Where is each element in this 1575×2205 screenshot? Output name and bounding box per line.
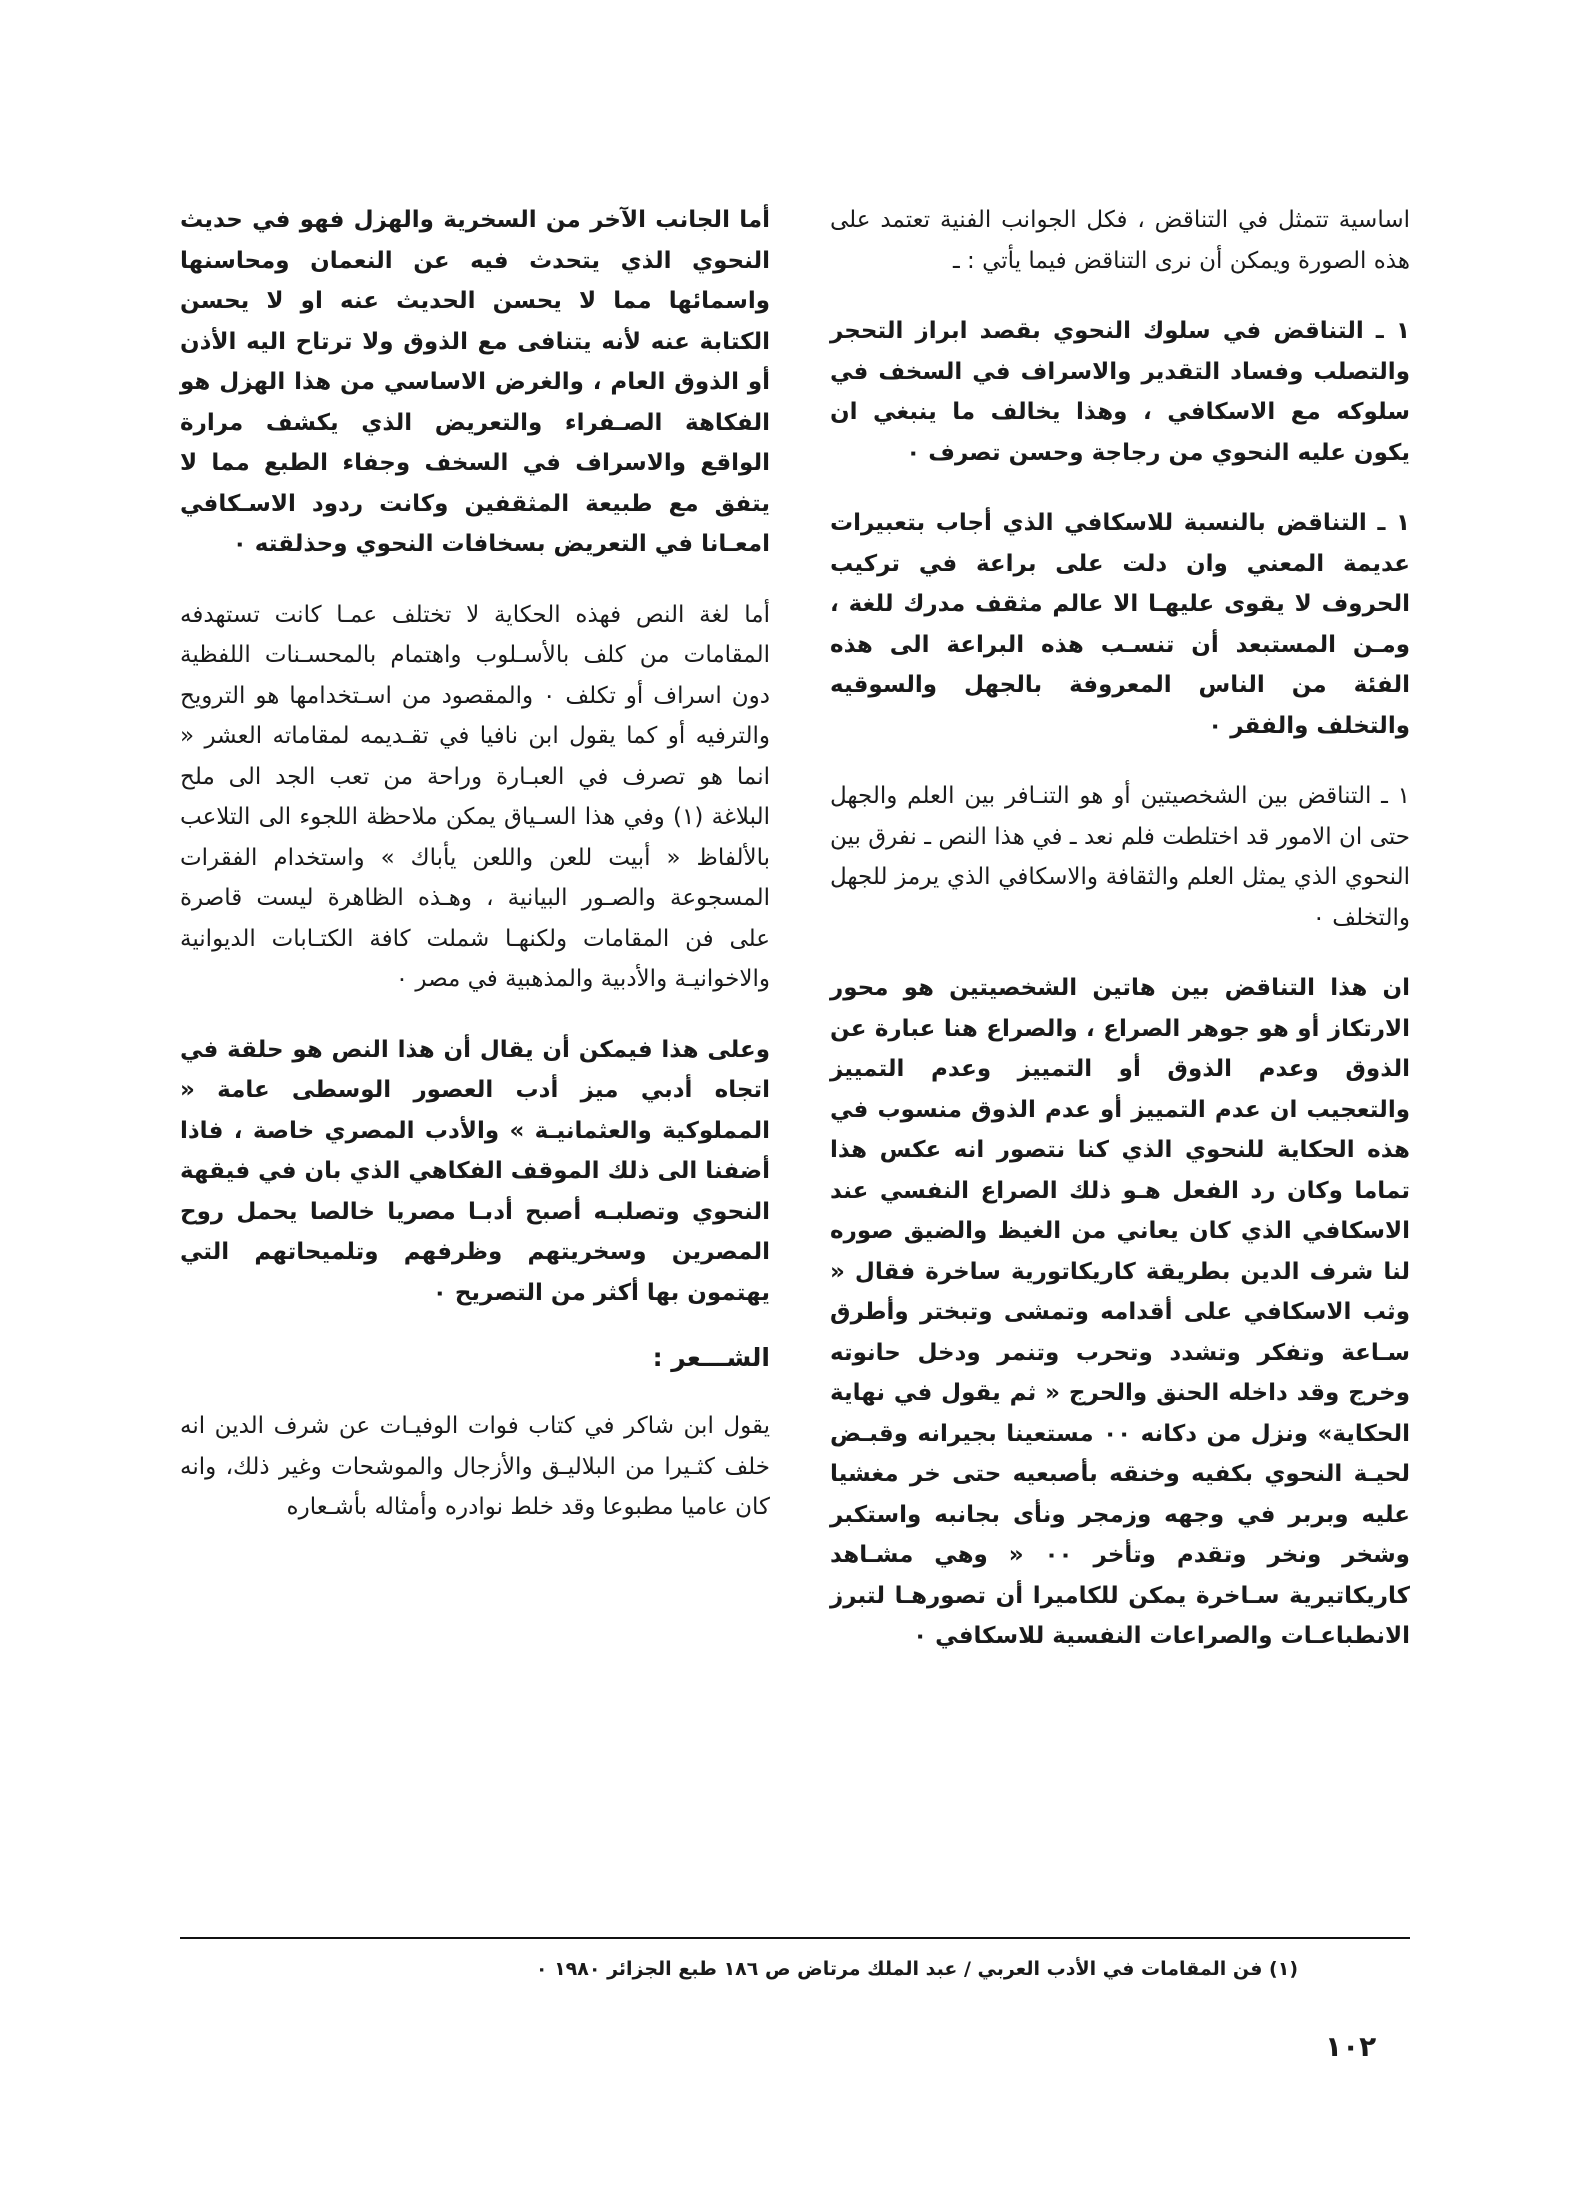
left-para-literary-trend: وعلى هذا فيمكن أن يقال أن هذا النص هو حلقة في اتجاه أدبي ميز أدب العصور الوسطى عامة « المملوكية والعثمانيـة » والأدب المصري خاصة ، فاذا أضفنا الى ذلك الموقف الفكاهي الذي بان في فيقهة النحوي وتصلبـه أصبح أدبـا مصريا خالصا يحمل روح المصرين وسخريتهم وظرفهم وتلميحاتهم التي يهتمون بها أكثر من التصريح ٠: [180, 1036, 770, 1306]
right-column: [830, 200, 1410, 1687]
footnote-divider: [180, 1937, 1410, 1939]
left-para-language: أما لغة النص فهذه الحكاية لا تختلف عمـا كانت تستهدفه المقامات من كلف بالأسـلوب واهتمام بالمحسـنات اللفظية دون اسراف أو تكلف ٠ والمقصود من اسـتخدامها هو الترويح والترفيه أو كما يقول ابن نافيا في تقـديمه لمقاماته العشر « انما هو تصرف في العبـارة وراحة من تعب الجد الى ملح البلاغة (١) وفي هذا السـياق يمكن ملاحظة اللجوء الى التلاعب بالألفاظ « أبيت للعن واللعن يأباك » واستخدام الفقرات المسجوعة والصـور البيانية ، وهـذه الظاهرة ليست قاصرة على فن المقامات ولكنهـا شملت كافة الكتـابات الديوانية والاخوانيـة والأدبية والمذهبية في مصر ٠: [180, 601, 770, 992]
right-para-item-2: ١ ـ التناقض بالنسبة للاسكافي الذي أجاب بتعبيرات عديمة المعني وان دلت على براعة في تركيب الحروف لا يقوى عليهـا الا عالم مثقف مدرك للغة ، ومـن المستبعد أن تنسـب هذه البراعة الى هذه الفئة من الناس المعروفة بالجهل والسوقيه والتخلف والفقر ٠: [830, 510, 1410, 739]
footnote: (١) فن المقامات في الأدب العربي / عبد الملك مرتاض ص ١٨٦ طبع الجزائر ١٩٨٠ ٠: [535, 1958, 1298, 1980]
left-para-poetry: يقول ابن شاكر في كتاب فوات الوفيـات عن شرف الدين انه خلف كثـيرا من البلاليـق والأزجال والموشحات وغير ذلك، وانه كان عاميا مطبوعا وقد خلط نوادره وأمثاله بأشـعاره: [180, 1413, 770, 1520]
right-para-item-3: ١ ـ التناقض بين الشخصيتين أو هو التنـافر بين العلم والجهل حتى ان الامور قد اختلطت فلم نعد ـ في هذا النص ـ نفرق بين النحوي الذي يمثل العلم والثقافة والاسكافي الذي يرمز للجهل والتخلف ٠: [830, 783, 1410, 931]
section-heading-poetry: الشـــعر :: [652, 1343, 770, 1372]
right-para-item-1: ١ ـ التناقض في سلوك النحوي بقصد ابراز التحجر والتصلب وفساد التقدير والاسراف في السخف في سلوكه مع الاسكافي ، وهذا يخالف ما ينبغي ان يكون عليه النحوي من رجاجة وحسن تصرف ٠: [830, 318, 1410, 466]
left-para-satire: أما الجانب الآخر من السخرية والهزل فهو في حديث النحوي الذي يتحدث فيه عن النعمان ومحاسنها واسمائها مما لا يحسن الحديث عنه او لا يحسن الكتابة عنه لأنه يتنافى مع الذوق ولا ترتاح اليه الأذن أو الذوق العام ، والغرض الاساسي من هذا الهزل هو الفكاهة الصـفراء والتعريض الذي يكشف مرارة الواقع والاسراف في السخف وجفاء الطبع مما لا يتفق مع طبيعة المثقفين وكانت ردود الاسـكافي امعـانا في التعريض بسخافات النحوي وحذلقته ٠: [180, 207, 770, 557]
right-para-intro: اساسية تتمثل في التناقض ، فكل الجوانب الفنية تعتمد على هذه الصورة ويمكن أن نرى التناقض فيما يأتي : ـ: [830, 207, 1410, 274]
left-column: [180, 200, 770, 1558]
page-number: ١٠٢: [1325, 2030, 1377, 2063]
right-para-conflict: ان هذا التناقض بين هاتين الشخصيتين هو محور الارتكاز أو هو جوهر الصراع ، والصراع هنا عبارة عن الذوق وعدم الذوق أو التمييز وعدم التمييز والتعجيب ان عدم التمييز أو عدم الذوق منسوب في هذه الحكاية للنحوي الذي كنا نتصور انه عكس هذا تماما وكان رد الفعل هـو ذلك الصراع النفسي عند الاسكافي الذي كان يعاني من الغيظ والضيق صوره لنا شرف الدين بطريقة كاريكاتورية ساخرة فقال « وثب الاسكافي على أقدامه وتمشى وتبختر وأطرق سـاعة وتفكر وتشدد وتحرب وتنمر ودخل حانوته وخرج وقد داخله الحنق والحرج « ثم يقول في نهاية الحكاية» ونزل من دكانه ٠٠ مستعينا بجيرانه وقبـض لحيـة النحوي بكفيه وخنقه بأصبعيه حتى خر مغشيا عليه وبربر في وجهه وزمجر ونأى بجانبه واستكبر وشخر ونخر وتقدم وتأخر ٠٠ « وهي مشـاهد كاريكاتيرية سـاخرة يمكن للكاميرا أن تصورهـا لتبرز الانطباعـات والصراعات النفسية للاسكافي ٠: [830, 975, 1410, 1649]
